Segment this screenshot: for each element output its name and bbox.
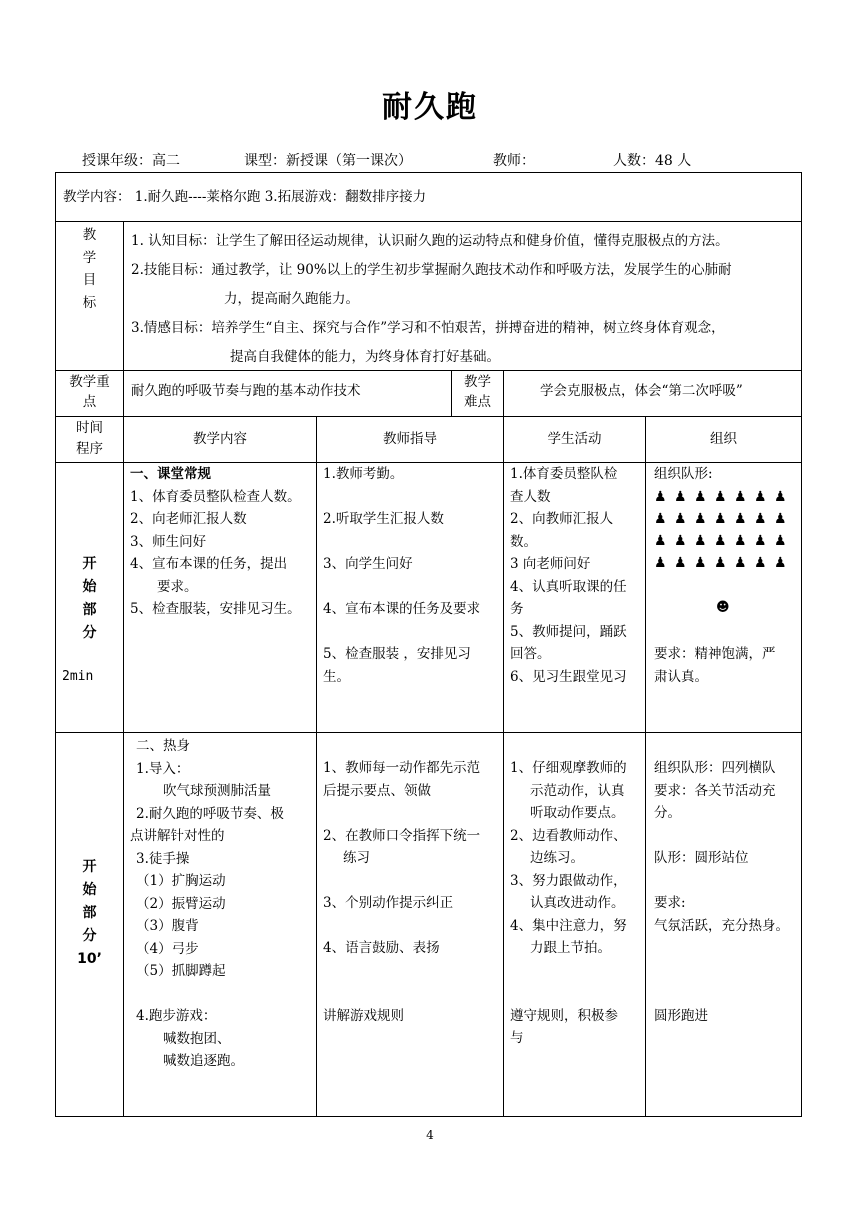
formation-row bbox=[654, 552, 794, 574]
teaching-content: 教学内容： 1.耐久跑----莱格尔跑 3.拓展游戏：翻数排序接力 bbox=[63, 189, 427, 205]
difficulty-label: 教学 难点 bbox=[464, 374, 491, 410]
header-activity: 学生活动 bbox=[547, 431, 602, 447]
meta-lesson-type: 课型：新授课（第一课次） bbox=[244, 153, 412, 169]
meta-teacher: 教师： bbox=[493, 153, 535, 169]
header-content: 教学内容 bbox=[193, 431, 247, 447]
key-point-label: 教学重 点 bbox=[69, 374, 110, 410]
objective-emotion: 3.情感目标：培养学生“自主、探究与合作”学习和不怕艰苦，拼搏奋进的精神，树立终身体育观念， bbox=[131, 320, 725, 336]
formation-row bbox=[654, 530, 794, 552]
objectives-label: 教 学 目 标 bbox=[82, 227, 97, 311]
student-icon: ♟ bbox=[754, 555, 767, 571]
student-icon: ♟ bbox=[694, 555, 707, 571]
meta-grade: 授课年级：高二 bbox=[82, 153, 180, 169]
student-icon: ♟ bbox=[674, 489, 687, 505]
header-time: 时间 程序 bbox=[76, 420, 103, 457]
student-icon: ♟ bbox=[714, 555, 727, 571]
formation-row bbox=[654, 486, 794, 508]
student-icon: ♟ bbox=[774, 489, 787, 505]
student-icon: ♟ bbox=[734, 533, 747, 549]
student-icon: ♟ bbox=[694, 511, 707, 527]
student-icon: ♟ bbox=[734, 511, 747, 527]
student-icon: ♟ bbox=[754, 489, 767, 505]
header-guide: 教师指导 bbox=[383, 431, 437, 447]
formation-row bbox=[654, 508, 794, 530]
student-icon: ♟ bbox=[694, 489, 707, 505]
page-number: 4 bbox=[426, 1128, 434, 1142]
section1-org-requirement: 要求：精神饱满，严 肃认真。 bbox=[654, 646, 776, 685]
objective-skill: 2.技能目标：通过教学，让 90%以上的学生初步掌握耐久跑技术动作和呼吸方法，发展学生的心肺耐 bbox=[131, 262, 732, 278]
student-icon: ♟ bbox=[654, 489, 667, 505]
header-organization: 组织 bbox=[710, 431, 737, 447]
section2-content: 二、热身 1.导入： 吹气球预测肺活量 2.耐久跑的呼吸节奏、极 点讲解针对性的 3.徒手操 （1）扩胸运动 （2）振臂运动 （3）腹背 （4）弓步 （5）抓脚蹲起 4.跑步游戏： 喊数抱团、 喊数追逐跑。 bbox=[130, 738, 284, 1069]
student-icon: ♟ bbox=[774, 533, 787, 549]
section1-guide: 1.教师考勤。 2.听取学生汇报人数 3、向学生问好 4、宣布本课的任务及要求 5、检查服装 ，安排见习 生。 bbox=[323, 466, 481, 685]
student-icon: ♟ bbox=[654, 511, 667, 527]
objectives-text: 1. 认知目标：让学生了解田径运动规律，认识耐久跑的运动特点和健身价值，懂得克服极点的方法。 2.技能目标：通过教学，让 90%以上的学生初步掌握耐久跑技术动作和呼吸方法，发展学生的心肺耐 力，提高耐久跑能力。 3.情感目标：培养学生“自主、探究与合作”学习和不怕艰苦，拼搏奋进的精神，树立终身体育观念， 提高自我健体的能力，为终身体育打好基础。 bbox=[131, 227, 732, 372]
meta-student-count: 人数：48 人 bbox=[613, 153, 692, 169]
student-icon: ♟ bbox=[754, 511, 767, 527]
student-icon: ♟ bbox=[654, 555, 667, 571]
student-icon: ♟ bbox=[674, 533, 687, 549]
student-icon: ♟ bbox=[674, 555, 687, 571]
teacher-icon: ☻ bbox=[716, 600, 730, 615]
section1-org-title: 组织队形: bbox=[654, 466, 713, 482]
section2-guide: 1、教师每一动作都先示范 后提示要点、领做 2、在教师口令指挥下统一 练习 3、个别动作提示纠正 4、语言鼓励、表扬 讲解游戏规则 bbox=[323, 760, 481, 1024]
student-icon: ♟ bbox=[694, 533, 707, 549]
student-icon: ♟ bbox=[734, 489, 747, 505]
section1-content: 一、课堂常规 1、体育委员整队检查人数。 2、向老师汇报人数 3、师生问好 4、宣布本课的任务，提出 要求。 5、检查服装，安排见习生。 bbox=[130, 466, 301, 617]
section1-activity: 1.体育委员整队检 查人数 2、向教师汇报人 数。 3 向老师问好 4、认真听取课的任 务 5、教师提问，踊跃 回答。 6、见习生跟堂见习 bbox=[510, 466, 627, 685]
student-icon: ♟ bbox=[714, 511, 727, 527]
student-icon: ♟ bbox=[674, 511, 687, 527]
student-icon: ♟ bbox=[654, 533, 667, 549]
objective-cognitive: 1. 认知目标：让学生了解田径运动规律，认识耐久跑的运动特点和健身价值，懂得克服极点的方法。 bbox=[131, 233, 729, 249]
difficulty-text: 学会克服极点，体会“第二次呼吸” bbox=[540, 383, 743, 399]
student-icon: ♟ bbox=[714, 533, 727, 549]
section2-organization: 组织队形：四列横队 要求：各关节活动充 分。 队形：圆形站位 要求: 气氛活跃，充分热身。 圆形跑进 bbox=[654, 760, 789, 1024]
student-icon: ♟ bbox=[754, 533, 767, 549]
student-icon: ♟ bbox=[734, 555, 747, 571]
section1-time: 2min bbox=[62, 669, 94, 684]
section1-label: 开 始 部 分 bbox=[82, 556, 97, 641]
section2-activity: 1、仔细观摩教师的 示范动作，认真 听取动作要点。 2、边看教师动作、 边练习。 3、努力跟做动作， 认真改进动作。 4、集中注意力，努 力跟上节拍。 遵守规则，积极参 与 bbox=[510, 760, 627, 1046]
key-point-text: 耐久跑的呼吸节奏与跑的基本动作技术 bbox=[131, 383, 361, 399]
formation-diagram bbox=[654, 486, 794, 574]
student-icon: ♟ bbox=[714, 489, 727, 505]
student-icon: ♟ bbox=[774, 511, 787, 527]
student-icon: ♟ bbox=[774, 555, 787, 571]
document-title: 耐久跑 bbox=[382, 90, 478, 125]
section2-label: 开 始 部 分 10’ bbox=[56, 856, 123, 971]
section2-time: 10’ bbox=[77, 951, 102, 967]
